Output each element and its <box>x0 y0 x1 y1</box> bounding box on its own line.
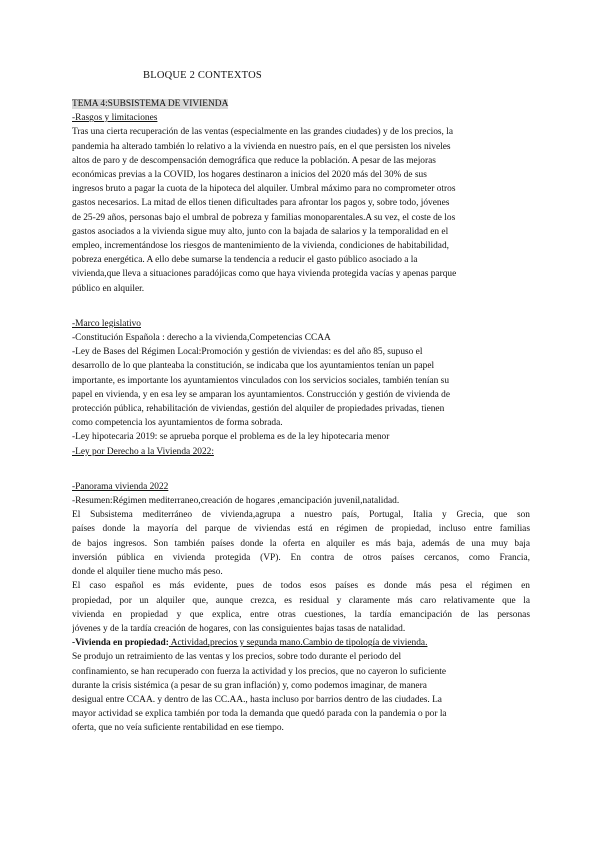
text-line: -Ley de Bases del Régimen Local:Promoción y gestión de viviendas: es del año 85, supuso el <box>72 347 423 358</box>
paragraph-marco <box>72 331 530 459</box>
text-line: El Subsistema mediterráneo de vivienda,agrupa a nuestro país, Portugal, Italia y Grecia, que son <box>72 510 530 521</box>
text-line: propiedad, por un alquiler que, aunque crezca, es residual y claramente más caro relativamente que la <box>72 595 530 606</box>
text-line: protección pública, rehabilitación de viviendas, gestión del alquiler de propiedades privadas, tienen <box>72 404 445 415</box>
text-line: de 25-29 años, personas bajo el umbral de pobreza y familias monoparentales.A su vez, el coste de los <box>72 212 456 223</box>
subheading-underlined: Actividad,precios y segunda mano.Cambio de tipología de vivienda. <box>168 638 428 649</box>
text-line: -Constitución Española : derecho a la vivienda,Competencias CCAA <box>72 333 331 344</box>
paragraph-caso-espanol <box>72 579 530 636</box>
text-line: oferta, que no veía suficiente rentabilidad en ese tiempo. <box>72 723 284 734</box>
paragraph-propiedad <box>72 650 530 735</box>
text-line: empleo, incrementándose los riesgos de mantenimiento de la vivienda, condiciones de habitabilidad, <box>72 241 449 252</box>
text-line: Se produjo un retraimiento de las ventas y los precios, sobre todo durante el periodo del <box>72 652 402 663</box>
text-line: inversión pública en vivienda protegida (VP). En contra de otros países cercanos, como Francia, <box>72 552 530 563</box>
text-line: altos de paro y de descompensación demográfica que reduce la población. A pesar de las mejoras <box>72 155 436 166</box>
text-line: jóvenes y de la tardía creación de hogares, con las consiguientes bajas tasas de natalidad. <box>72 623 406 634</box>
section-heading-marco: -Marco legislativo <box>72 318 141 329</box>
text-line: -Ley hipotecaria 2019: se aprueba porque el problema es de la ley hipotecaria menor <box>72 432 390 443</box>
text-line: papel en vivienda, y en esa ley se amparan los ayuntamientos. Construcción y gestión de vivienda de <box>72 389 451 400</box>
subheading-bold: -Vivienda en propiedad: <box>72 638 169 649</box>
paragraph-rasgos <box>72 125 530 295</box>
text-line: vivienda,que lleva a situaciones paradójicas como que haya vivienda protegida vacías y apenas parque <box>72 269 457 280</box>
text-line: ingresos bruto a pagar la cuota de la hipoteca del alquiler. Umbral máximo para no comprometer otros <box>72 184 456 195</box>
block-title: BLOQUE 2 CONTEXTOS <box>143 70 262 81</box>
subheading-vivienda-propiedad <box>72 636 530 650</box>
text-line: público en alquiler. <box>72 283 145 294</box>
text-line: pandemia ha alterado también lo relativo a la vivienda en nuestro país, en el que persisten los niveles <box>72 141 451 152</box>
text-line: desarrollo de lo que planteaba la constitución, se indicaba que los ayuntamientos tenían un papel <box>72 361 435 372</box>
text-line: como competencia los ayuntamientos de forma sobrada. <box>72 418 283 429</box>
text-line: Tras una cierta recuperación de las ventas (especialmente en las grandes ciudades) y de los precios, la <box>72 127 454 138</box>
text-line: países donde la mayoría del parque de viviendas está en régimen de propiedad, incluso entre familias <box>72 524 530 535</box>
text-line: vivienda en propiedad y que explica, entre otras cuestiones, la tardía emancipación de las personas <box>72 609 530 620</box>
text-line: mayor actividad se explica también por toda la demanda que quedó parada con la pandemia o por la <box>72 709 447 720</box>
text-line: gastos asociados a la vivienda sigue muy alto, junto con la bajada de salarios y la temporalidad en el <box>72 226 449 237</box>
ley-vivienda-2022: -Ley por Derecho a la Vivienda 2022: <box>72 446 214 457</box>
section-heading-rasgos: -Rasgos y limitaciones <box>72 113 158 124</box>
document-body <box>72 97 530 736</box>
text-line: durante la crisis sistémica (a pesar de su gran inflación) y, como podemos imaginar, de manera <box>72 680 427 691</box>
text-line: pobreza energética. A ello debe sumarse la tendencia a reducir el gasto público asociado a la <box>72 255 418 266</box>
text-line: gastos necesarios. La mitad de ellos tienen dificultades para afrontar los pagos y, sobre todo, jóvenes <box>72 198 450 209</box>
text-line: importante, es importante los ayuntamientos vinculados con los servicios sociales, también tenían su <box>72 375 450 386</box>
resumen-line: -Resumen:Régimen mediterraneo,creación de hogares ,emancipación juvenil,natalidad. <box>72 496 400 507</box>
text-line: El caso español es más evidente, pues de todos esos países es donde más pesa el régimen en <box>72 581 530 592</box>
text-line: desigual entre CCAA. y dentro de las CC.AA., hasta incluso por barrios dentro de las ciudades. La <box>72 694 442 705</box>
paragraph-subsistema <box>72 508 530 579</box>
text-line: confinamiento, se han recuperado con fuerza la actividad y los precios, que no cayeron lo suficiente <box>72 666 447 677</box>
tema-title: TEMA 4:SUBSISTEMA DE VIVIENDA <box>72 99 229 109</box>
text-line: económicas previas a la COVID, los hogares destinaron a inicios del 2020 más del 30% de sus <box>72 170 427 181</box>
text-line: de bajos ingresos. Son también países donde la oferta en alquiler es más baja, además de una muy baja <box>72 538 530 549</box>
section-heading-panorama: -Panorama vivienda 2022 <box>72 481 169 492</box>
text-line: donde el alquiler tiene mucho más peso. <box>72 567 223 578</box>
